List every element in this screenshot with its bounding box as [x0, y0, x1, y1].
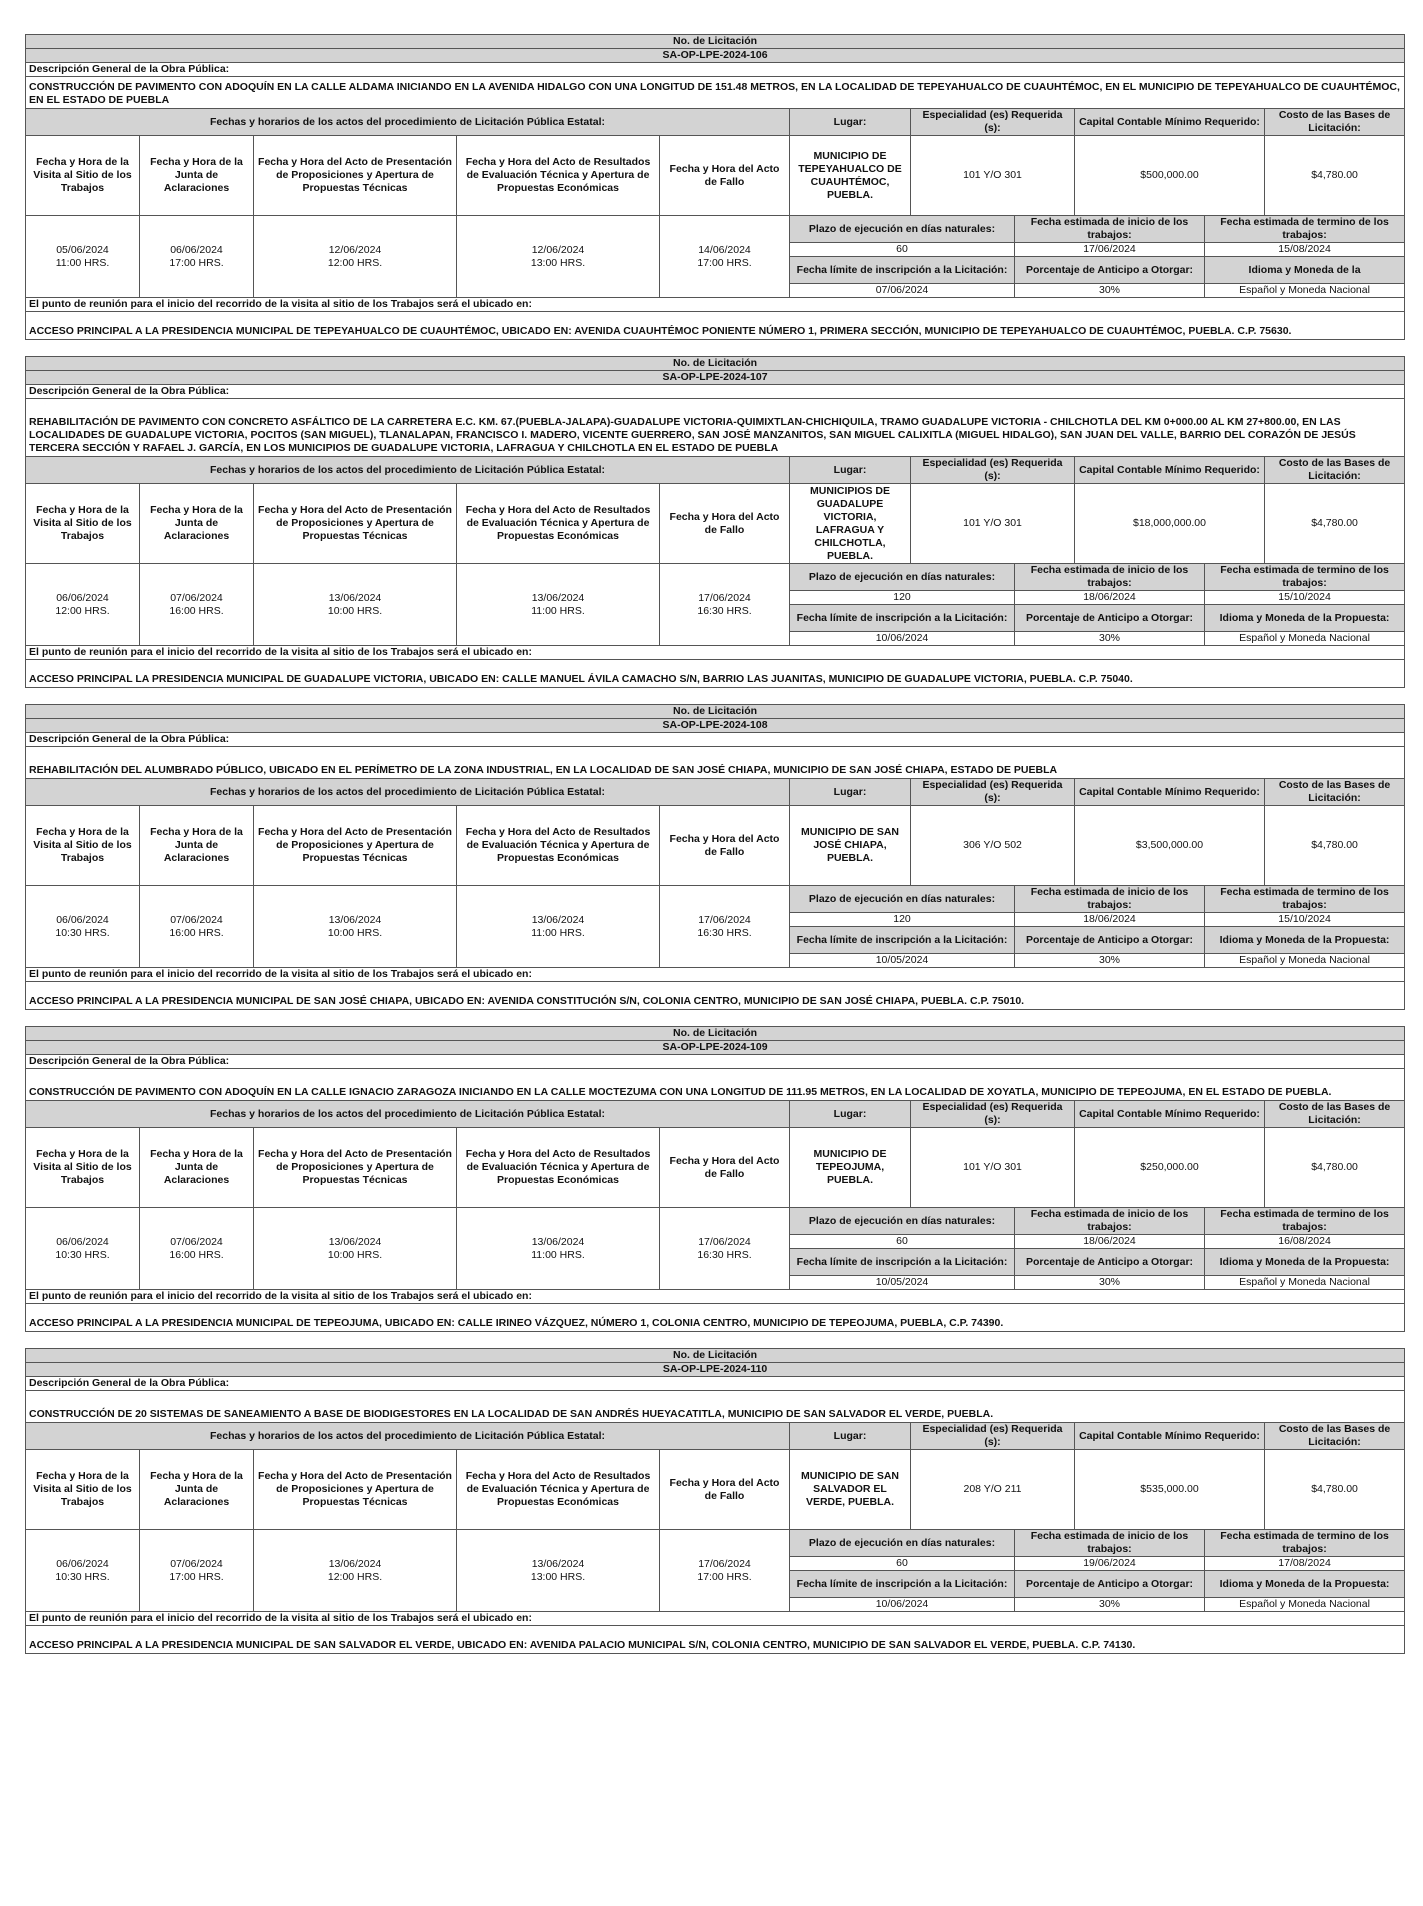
resultados-datetime: [457, 216, 660, 298]
presentacion-date: 13/06/2024: [328, 913, 382, 926]
inicio-value: 18/06/2024: [1015, 591, 1205, 605]
visita-time: 10:30 HRS.: [55, 926, 110, 939]
resultados-column-header: Fecha y Hora del Acto de Resultados de Evaluación Técnica y Apertura de Propuestas Económicas: [457, 1450, 660, 1530]
junta-column-header: Fecha y Hora de la Junta de Aclaraciones: [140, 1450, 254, 1530]
presentacion-time: 10:00 HRS.: [327, 926, 383, 939]
costo-value: $4,780.00: [1265, 484, 1405, 564]
junta-column-header: Fecha y Hora de la Junta de Aclaraciones: [140, 806, 254, 886]
capital-value: $3,500,000.00: [1075, 806, 1265, 886]
presentacion-date: 13/06/2024: [328, 591, 382, 604]
obra-description: CONSTRUCCIÓN DE PAVIMENTO CON ADOQUÍN EN LA CALLE ALDAMA INICIANDO EN LA AVENIDA HIDALGO CON UNA LONGITUD DE 151.48 METROS, EN LA LOCALIDAD DE TEPEYAHUALCO DE CUAUHTÉMOC, EN EL MUNICIPIO DE TEPEYAHUALCO DE CUAUHTÉMOC, EN EL ESTADO DE PUEBLA: [26, 77, 1405, 109]
fechas-horarios-header: Fechas y horarios de los actos del procedimiento de Licitación Pública Estatal:: [26, 1423, 790, 1450]
anticipo-value: 30%: [1015, 1598, 1205, 1612]
limite-value: 10/06/2024: [790, 1598, 1015, 1612]
anticipo-header: Porcentaje de Anticipo a Otorgar:: [1015, 1571, 1205, 1598]
especialidad-header: Especialidad (es) Requerida (s):: [911, 109, 1075, 136]
presentacion-time: 12:00 HRS.: [327, 256, 383, 269]
fallo-date: 17/06/2024: [698, 913, 751, 926]
junta-column-header: Fecha y Hora de la Junta de Aclaraciones: [140, 484, 254, 564]
no-licitacion-label: No. de Licitación: [26, 705, 1405, 719]
fallo-datetime: [660, 216, 790, 298]
capital-header: Capital Contable Mínimo Requerido:: [1075, 109, 1265, 136]
fallo-date: 14/06/2024: [698, 243, 751, 256]
inicio-value: 19/06/2024: [1015, 1557, 1205, 1571]
licitacion-table-sa-op-lpe-2024-110: [25, 1348, 1405, 1654]
lugar-header: Lugar:: [790, 779, 911, 806]
plazo-header: Plazo de ejecución en días naturales:: [790, 1530, 1015, 1557]
junta-date: 07/06/2024: [170, 913, 223, 926]
idioma-header: Idioma y Moneda de la Propuesta:: [1205, 605, 1405, 632]
visita-column-header: Fecha y Hora de la Visita al Sitio de los Trabajos: [26, 484, 140, 564]
junta-time: 17:00 HRS.: [169, 1570, 224, 1583]
capital-value: $500,000.00: [1075, 136, 1265, 216]
plazo-value: 60: [790, 1235, 1015, 1249]
junta-column-header: Fecha y Hora de la Junta de Aclaraciones: [140, 136, 254, 216]
visita-datetime: [26, 216, 140, 298]
especialidad-header: Especialidad (es) Requerida (s):: [911, 457, 1075, 484]
inicio-header: Fecha estimada de inicio de los trabajos:: [1015, 564, 1205, 591]
costo-value: $4,780.00: [1265, 1450, 1405, 1530]
punto-reunion-address: ACCESO PRINCIPAL A LA PRESIDENCIA MUNICIPAL DE SAN SALVADOR EL VERDE, UBICADO EN: AVENIDA PALACIO MUNICIPAL S/N, COLONIA CENTRO, MUNICIPIO DE SAN SALVADOR EL VERDE, PUEBLA. C.P. 74130.: [26, 1626, 1405, 1654]
licitacion-table-sa-op-lpe-2024-109: [25, 1026, 1405, 1332]
descripcion-label: Descripción General de la Obra Pública:: [26, 385, 1405, 399]
fallo-time: 17:00 HRS.: [697, 1570, 752, 1583]
idioma-header: Idioma y Moneda de la Propuesta:: [1205, 1249, 1405, 1276]
resultados-date: 12/06/2024: [531, 243, 585, 256]
especialidad-value: 101 Y/O 301: [911, 1128, 1075, 1208]
licitacion-table-sa-op-lpe-2024-108: [25, 704, 1405, 1010]
junta-datetime: [140, 1530, 254, 1612]
idioma-value: Español y Moneda Nacional: [1205, 1276, 1405, 1290]
presentacion-datetime: [254, 886, 457, 968]
costo-header: Costo de las Bases de Licitación:: [1265, 1101, 1405, 1128]
visita-time: 11:00 HRS.: [55, 256, 110, 269]
fechas-horarios-header: Fechas y horarios de los actos del procedimiento de Licitación Pública Estatal:: [26, 457, 790, 484]
junta-column-header: Fecha y Hora de la Junta de Aclaraciones: [140, 1128, 254, 1208]
visita-time: 12:00 HRS.: [55, 604, 110, 617]
fechas-horarios-header: Fechas y horarios de los actos del procedimiento de Licitación Pública Estatal:: [26, 1101, 790, 1128]
visita-time: 10:30 HRS.: [55, 1248, 110, 1261]
descripcion-label: Descripción General de la Obra Pública:: [26, 63, 1405, 77]
resultados-date: 13/06/2024: [531, 1235, 585, 1248]
termino-header: Fecha estimada de termino de los trabajos:: [1205, 564, 1405, 591]
plazo-value: 60: [790, 1557, 1015, 1571]
anticipo-value: 30%: [1015, 284, 1205, 298]
especialidad-value: 101 Y/O 301: [911, 484, 1075, 564]
visita-datetime: [26, 1208, 140, 1290]
descripcion-label: Descripción General de la Obra Pública:: [26, 1055, 1405, 1069]
anticipo-header: Porcentaje de Anticipo a Otorgar:: [1015, 927, 1205, 954]
idioma-value: Español y Moneda Nacional: [1205, 632, 1405, 646]
fallo-time: 16:30 HRS.: [697, 1248, 752, 1261]
presentacion-time: 10:00 HRS.: [327, 1248, 383, 1261]
especialidad-value: 208 Y/O 211: [911, 1450, 1075, 1530]
licitacion-table-sa-op-lpe-2024-106: [25, 34, 1405, 340]
idioma-header: Idioma y Moneda de la: [1205, 257, 1405, 284]
termino-value: 15/10/2024: [1205, 913, 1405, 927]
resultados-time: 11:00 HRS.: [531, 604, 585, 617]
plazo-value: 60: [790, 243, 1015, 257]
capital-header: Capital Contable Mínimo Requerido:: [1075, 1101, 1265, 1128]
idioma-value: Español y Moneda Nacional: [1205, 284, 1405, 298]
junta-time: 17:00 HRS.: [169, 256, 224, 269]
limite-header: Fecha límite de inscripción a la Licitación:: [790, 927, 1015, 954]
inicio-header: Fecha estimada de inicio de los trabajos:: [1015, 886, 1205, 913]
fallo-datetime: [660, 1208, 790, 1290]
capital-header: Capital Contable Mínimo Requerido:: [1075, 1423, 1265, 1450]
resultados-datetime: [457, 1208, 660, 1290]
fechas-horarios-header: Fechas y horarios de los actos del procedimiento de Licitación Pública Estatal:: [26, 109, 790, 136]
fallo-time: 16:30 HRS.: [697, 604, 752, 617]
resultados-column-header: Fecha y Hora del Acto de Resultados de Evaluación Técnica y Apertura de Propuestas Económicas: [457, 484, 660, 564]
termino-value: 15/08/2024: [1205, 243, 1405, 257]
resultados-date: 13/06/2024: [531, 1557, 585, 1570]
inicio-header: Fecha estimada de inicio de los trabajos:: [1015, 216, 1205, 243]
document: [25, 34, 1404, 1670]
limite-value: 10/05/2024: [790, 954, 1015, 968]
lugar-header: Lugar:: [790, 1101, 911, 1128]
licitacion-number: SA-OP-LPE-2024-109: [26, 1041, 1405, 1055]
lugar-header: Lugar:: [790, 1423, 911, 1450]
termino-header: Fecha estimada de termino de los trabajos:: [1205, 1530, 1405, 1557]
inicio-value: 17/06/2024: [1015, 243, 1205, 257]
presentacion-column-header: Fecha y Hora del Acto de Presentación de Proposiciones y Apertura de Propuestas Técnicas: [254, 484, 457, 564]
presentacion-column-header: Fecha y Hora del Acto de Presentación de Proposiciones y Apertura de Propuestas Técnicas: [254, 1128, 457, 1208]
visita-column-header: Fecha y Hora de la Visita al Sitio de los Trabajos: [26, 1128, 140, 1208]
costo-header: Costo de las Bases de Licitación:: [1265, 1423, 1405, 1450]
termino-value: 17/08/2024: [1205, 1557, 1405, 1571]
anticipo-header: Porcentaje de Anticipo a Otorgar:: [1015, 1249, 1205, 1276]
junta-datetime: [140, 216, 254, 298]
no-licitacion-label: No. de Licitación: [26, 1349, 1405, 1363]
lugar-header: Lugar:: [790, 109, 911, 136]
resultados-time: 13:00 HRS.: [530, 1570, 586, 1583]
anticipo-header: Porcentaje de Anticipo a Otorgar:: [1015, 605, 1205, 632]
fallo-datetime: [660, 886, 790, 968]
no-licitacion-label: No. de Licitación: [26, 1027, 1405, 1041]
especialidad-header: Especialidad (es) Requerida (s):: [911, 1423, 1075, 1450]
idioma-header: Idioma y Moneda de la Propuesta:: [1205, 1571, 1405, 1598]
visita-column-header: Fecha y Hora de la Visita al Sitio de los Trabajos: [26, 136, 140, 216]
presentacion-column-header: Fecha y Hora del Acto de Presentación de Proposiciones y Apertura de Propuestas Técnicas: [254, 806, 457, 886]
resultados-date: 13/06/2024: [531, 591, 585, 604]
idioma-header: Idioma y Moneda de la Propuesta:: [1205, 927, 1405, 954]
capital-header: Capital Contable Mínimo Requerido:: [1075, 779, 1265, 806]
costo-value: $4,780.00: [1265, 136, 1405, 216]
obra-description: REHABILITACIÓN DEL ALUMBRADO PÚBLICO, UBICADO EN EL PERÍMETRO DE LA ZONA INDUSTRIAL, EN LA LOCALIDAD DE SAN JOSÉ CHIAPA, MUNICIPIO DE SAN JOSÉ CHIAPA, ESTADO DE PUEBLA: [26, 747, 1405, 779]
termino-value: 16/08/2024: [1205, 1235, 1405, 1249]
punto-reunion-address: ACCESO PRINCIPAL LA PRESIDENCIA MUNICIPAL DE GUADALUPE VICTORIA, UBICADO EN: CALLE MANUEL ÁVILA CAMACHO S/N, BARRIO LAS JUANITAS, MUNICIPIO DE GUADALUPE VICTORIA, PUEBLA. C.P. 75040.: [26, 660, 1405, 688]
fallo-time: 16:30 HRS.: [697, 926, 752, 939]
presentacion-time: 12:00 HRS.: [327, 1570, 383, 1583]
fallo-column-header: Fecha y Hora del Acto de Fallo: [660, 1450, 790, 1530]
obra-description: REHABILITACIÓN DE PAVIMENTO CON CONCRETO ASFÁLTICO DE LA CARRETERA E.C. KM. 67.(PUEBLA-JALAPA)-GUADALUPE VICTORIA-QUIMIXTLAN-CHICHIQUILA, TRAMO GUADALUPE VICTORIA - CHILCHOTLA DEL KM 0+000.00 AL KM 27+800.00, EN LAS LOCALIDADES DE GUADALUPE VICTORIA, POCITOS (SAN MIGUEL), TLANALAPAN, FRANCISCO I. MADERO, VICENTE GUERRERO, SAN JOSÉ MANZANITOS, SAN MIGUEL CALIXITLA (MIGUEL HIDALGO), SAN JUAN DEL VALLE, BARRIO DEL CORAZÓN DE JESÚS TERCERA SECCIÓN Y RAFAEL J. GARCÍA, EN LOS MUNICIPIOS DE GUADALUPE VICTORIA, LAFRAGUA Y CHILCHOTLA EN EL ESTADO DE PUEBLA: [26, 399, 1405, 457]
limite-header: Fecha límite de inscripción a la Licitación:: [790, 605, 1015, 632]
fallo-column-header: Fecha y Hora del Acto de Fallo: [660, 484, 790, 564]
presentacion-datetime: [254, 216, 457, 298]
presentacion-time: 10:00 HRS.: [327, 604, 383, 617]
junta-datetime: [140, 564, 254, 646]
resultados-time: 11:00 HRS.: [531, 926, 585, 939]
anticipo-header: Porcentaje de Anticipo a Otorgar:: [1015, 257, 1205, 284]
descripcion-label: Descripción General de la Obra Pública:: [26, 733, 1405, 747]
visita-column-header: Fecha y Hora de la Visita al Sitio de los Trabajos: [26, 806, 140, 886]
plazo-header: Plazo de ejecución en días naturales:: [790, 564, 1015, 591]
lugar-value: MUNICIPIOS DE GUADALUPE VICTORIA, LAFRAGUA Y CHILCHOTLA, PUEBLA.: [790, 484, 911, 564]
fechas-horarios-header: Fechas y horarios de los actos del procedimiento de Licitación Pública Estatal:: [26, 779, 790, 806]
capital-header: Capital Contable Mínimo Requerido:: [1075, 457, 1265, 484]
capital-value: $18,000,000.00: [1075, 484, 1265, 564]
punto-reunion-label: El punto de reunión para el inicio del recorrido de la visita al sitio de los Trabajos será el ubicado en:: [26, 1612, 1405, 1626]
inicio-value: 18/06/2024: [1015, 1235, 1205, 1249]
fallo-datetime: [660, 564, 790, 646]
presentacion-date: 13/06/2024: [328, 1557, 382, 1570]
junta-datetime: [140, 886, 254, 968]
resultados-date: 13/06/2024: [531, 913, 585, 926]
junta-time: 16:00 HRS.: [169, 604, 224, 617]
costo-header: Costo de las Bases de Licitación:: [1265, 109, 1405, 136]
inicio-value: 18/06/2024: [1015, 913, 1205, 927]
inicio-header: Fecha estimada de inicio de los trabajos:: [1015, 1530, 1205, 1557]
presentacion-datetime: [254, 1530, 457, 1612]
presentacion-datetime: [254, 564, 457, 646]
no-licitacion-label: No. de Licitación: [26, 35, 1405, 49]
limite-value: 10/05/2024: [790, 1276, 1015, 1290]
fallo-column-header: Fecha y Hora del Acto de Fallo: [660, 806, 790, 886]
presentacion-column-header: Fecha y Hora del Acto de Presentación de Proposiciones y Apertura de Propuestas Técnicas: [254, 136, 457, 216]
visita-date: 06/06/2024: [56, 1557, 109, 1570]
resultados-column-header: Fecha y Hora del Acto de Resultados de Evaluación Técnica y Apertura de Propuestas Económicas: [457, 806, 660, 886]
resultados-time: 11:00 HRS.: [531, 1248, 585, 1261]
plazo-header: Plazo de ejecución en días naturales:: [790, 216, 1015, 243]
junta-date: 07/06/2024: [170, 1557, 223, 1570]
licitacion-table-sa-op-lpe-2024-107: [25, 356, 1405, 688]
capital-value: $250,000.00: [1075, 1128, 1265, 1208]
resultados-column-header: Fecha y Hora del Acto de Resultados de Evaluación Técnica y Apertura de Propuestas Económicas: [457, 136, 660, 216]
visita-date: 05/06/2024: [56, 243, 109, 256]
junta-time: 16:00 HRS.: [169, 926, 224, 939]
punto-reunion-address: ACCESO PRINCIPAL A LA PRESIDENCIA MUNICIPAL DE TEPEOJUMA, UBICADO EN: CALLE IRINEO VÁZQUEZ, NÚMERO 1, COLONIA CENTRO, MUNICIPIO DE TEPEOJUMA, PUEBLA, C.P. 74390.: [26, 1304, 1405, 1332]
visita-date: 06/06/2024: [56, 591, 109, 604]
punto-reunion-address: ACCESO PRINCIPAL A LA PRESIDENCIA MUNICIPAL DE TEPEYAHUALCO DE CUAUHTÉMOC, UBICADO EN: AVENIDA CUAUHTÉMOC PONIENTE NÚMERO 1, PRIMERA SECCIÓN, MUNICIPIO DE TEPEYAHUALCO DE CUAUHTÉMOC, PUEBLA. C.P. 75630.: [26, 312, 1405, 340]
resultados-datetime: [457, 886, 660, 968]
limite-header: Fecha límite de inscripción a la Licitación:: [790, 257, 1015, 284]
presentacion-datetime: [254, 1208, 457, 1290]
termino-value: 15/10/2024: [1205, 591, 1405, 605]
idioma-value: Español y Moneda Nacional: [1205, 1598, 1405, 1612]
resultados-time: 13:00 HRS.: [530, 256, 586, 269]
punto-reunion-label: El punto de reunión para el inicio del recorrido de la visita al sitio de los Trabajos será el ubicado en:: [26, 968, 1405, 982]
descripcion-label: Descripción General de la Obra Pública:: [26, 1377, 1405, 1391]
licitacion-number: SA-OP-LPE-2024-106: [26, 49, 1405, 63]
obra-description: CONSTRUCCIÓN DE 20 SISTEMAS DE SANEAMIENTO A BASE DE BIODIGESTORES EN LA LOCALIDAD DE SAN ANDRÉS HUEYACATITLA, MUNICIPIO DE SAN SALVADOR EL VERDE, PUEBLA.: [26, 1391, 1405, 1423]
fallo-date: 17/06/2024: [698, 591, 751, 604]
presentacion-date: 12/06/2024: [328, 243, 382, 256]
punto-reunion-label: El punto de reunión para el inicio del recorrido de la visita al sitio de los Trabajos será el ubicado en:: [26, 298, 1405, 312]
visita-date: 06/06/2024: [56, 913, 109, 926]
fallo-date: 17/06/2024: [698, 1235, 751, 1248]
costo-value: $4,780.00: [1265, 1128, 1405, 1208]
visita-column-header: Fecha y Hora de la Visita al Sitio de los Trabajos: [26, 1450, 140, 1530]
punto-reunion-label: El punto de reunión para el inicio del recorrido de la visita al sitio de los Trabajos será el ubicado en:: [26, 1290, 1405, 1304]
fallo-time: 17:00 HRS.: [697, 256, 752, 269]
especialidad-header: Especialidad (es) Requerida (s):: [911, 1101, 1075, 1128]
junta-datetime: [140, 1208, 254, 1290]
resultados-datetime: [457, 1530, 660, 1612]
especialidad-value: 306 Y/O 502: [911, 806, 1075, 886]
costo-value: $4,780.00: [1265, 806, 1405, 886]
junta-date: 06/06/2024: [170, 243, 223, 256]
junta-date: 07/06/2024: [170, 1235, 223, 1248]
costo-header: Costo de las Bases de Licitación:: [1265, 457, 1405, 484]
lugar-header: Lugar:: [790, 457, 911, 484]
termino-header: Fecha estimada de termino de los trabajos:: [1205, 886, 1405, 913]
capital-value: $535,000.00: [1075, 1450, 1265, 1530]
anticipo-value: 30%: [1015, 632, 1205, 646]
inicio-header: Fecha estimada de inicio de los trabajos:: [1015, 1208, 1205, 1235]
plazo-header: Plazo de ejecución en días naturales:: [790, 1208, 1015, 1235]
licitacion-number: SA-OP-LPE-2024-107: [26, 371, 1405, 385]
lugar-value: MUNICIPIO DE TEPEYAHUALCO DE CUAUHTÉMOC, PUEBLA.: [790, 136, 911, 216]
fallo-column-header: Fecha y Hora del Acto de Fallo: [660, 136, 790, 216]
fallo-date: 17/06/2024: [698, 1557, 751, 1570]
termino-header: Fecha estimada de termino de los trabajos:: [1205, 216, 1405, 243]
licitacion-number: SA-OP-LPE-2024-110: [26, 1363, 1405, 1377]
punto-reunion-label: El punto de reunión para el inicio del recorrido de la visita al sitio de los Trabajos será el ubicado en:: [26, 646, 1405, 660]
obra-description: CONSTRUCCIÓN DE PAVIMENTO CON ADOQUÍN EN LA CALLE IGNACIO ZARAGOZA INICIANDO EN LA CALLE MOCTEZUMA CON UNA LONGITUD DE 111.95 METROS, EN LA LOCALIDAD DE XOYATLA, MUNICIPIO DE TEPEOJUMA, EN EL ESTADO DE PUEBLA.: [26, 1069, 1405, 1101]
anticipo-value: 30%: [1015, 1276, 1205, 1290]
especialidad-value: 101 Y/O 301: [911, 136, 1075, 216]
plazo-value: 120: [790, 591, 1015, 605]
presentacion-date: 13/06/2024: [328, 1235, 382, 1248]
limite-value: 10/06/2024: [790, 632, 1015, 646]
termino-header: Fecha estimada de termino de los trabajos:: [1205, 1208, 1405, 1235]
plazo-header: Plazo de ejecución en días naturales:: [790, 886, 1015, 913]
lugar-value: MUNICIPIO DE TEPEOJUMA, PUEBLA.: [790, 1128, 911, 1208]
idioma-value: Español y Moneda Nacional: [1205, 954, 1405, 968]
visita-datetime: [26, 886, 140, 968]
resultados-column-header: Fecha y Hora del Acto de Resultados de Evaluación Técnica y Apertura de Propuestas Económicas: [457, 1128, 660, 1208]
visita-datetime: [26, 1530, 140, 1612]
presentacion-column-header: Fecha y Hora del Acto de Presentación de Proposiciones y Apertura de Propuestas Técnicas: [254, 1450, 457, 1530]
costo-header: Costo de las Bases de Licitación:: [1265, 779, 1405, 806]
fallo-datetime: [660, 1530, 790, 1612]
visita-datetime: [26, 564, 140, 646]
fallo-column-header: Fecha y Hora del Acto de Fallo: [660, 1128, 790, 1208]
limite-value: 07/06/2024: [790, 284, 1015, 298]
especialidad-header: Especialidad (es) Requerida (s):: [911, 779, 1075, 806]
visita-date: 06/06/2024: [56, 1235, 109, 1248]
no-licitacion-label: No. de Licitación: [26, 357, 1405, 371]
junta-time: 16:00 HRS.: [169, 1248, 224, 1261]
punto-reunion-address: ACCESO PRINCIPAL A LA PRESIDENCIA MUNICIPAL DE SAN JOSÉ CHIAPA, UBICADO EN: AVENIDA CONSTITUCIÓN S/N, COLONIA CENTRO, MUNICIPIO DE SAN JOSÉ CHIAPA, PUEBLA. C.P. 75010.: [26, 982, 1405, 1010]
plazo-value: 120: [790, 913, 1015, 927]
lugar-value: MUNICIPIO DE SAN SALVADOR EL VERDE, PUEBLA.: [790, 1450, 911, 1530]
limite-header: Fecha límite de inscripción a la Licitación:: [790, 1571, 1015, 1598]
junta-date: 07/06/2024: [170, 591, 223, 604]
resultados-datetime: [457, 564, 660, 646]
visita-time: 10:30 HRS.: [55, 1570, 110, 1583]
limite-header: Fecha límite de inscripción a la Licitación:: [790, 1249, 1015, 1276]
anticipo-value: 30%: [1015, 954, 1205, 968]
lugar-value: MUNICIPIO DE SAN JOSÉ CHIAPA, PUEBLA.: [790, 806, 911, 886]
licitacion-number: SA-OP-LPE-2024-108: [26, 719, 1405, 733]
